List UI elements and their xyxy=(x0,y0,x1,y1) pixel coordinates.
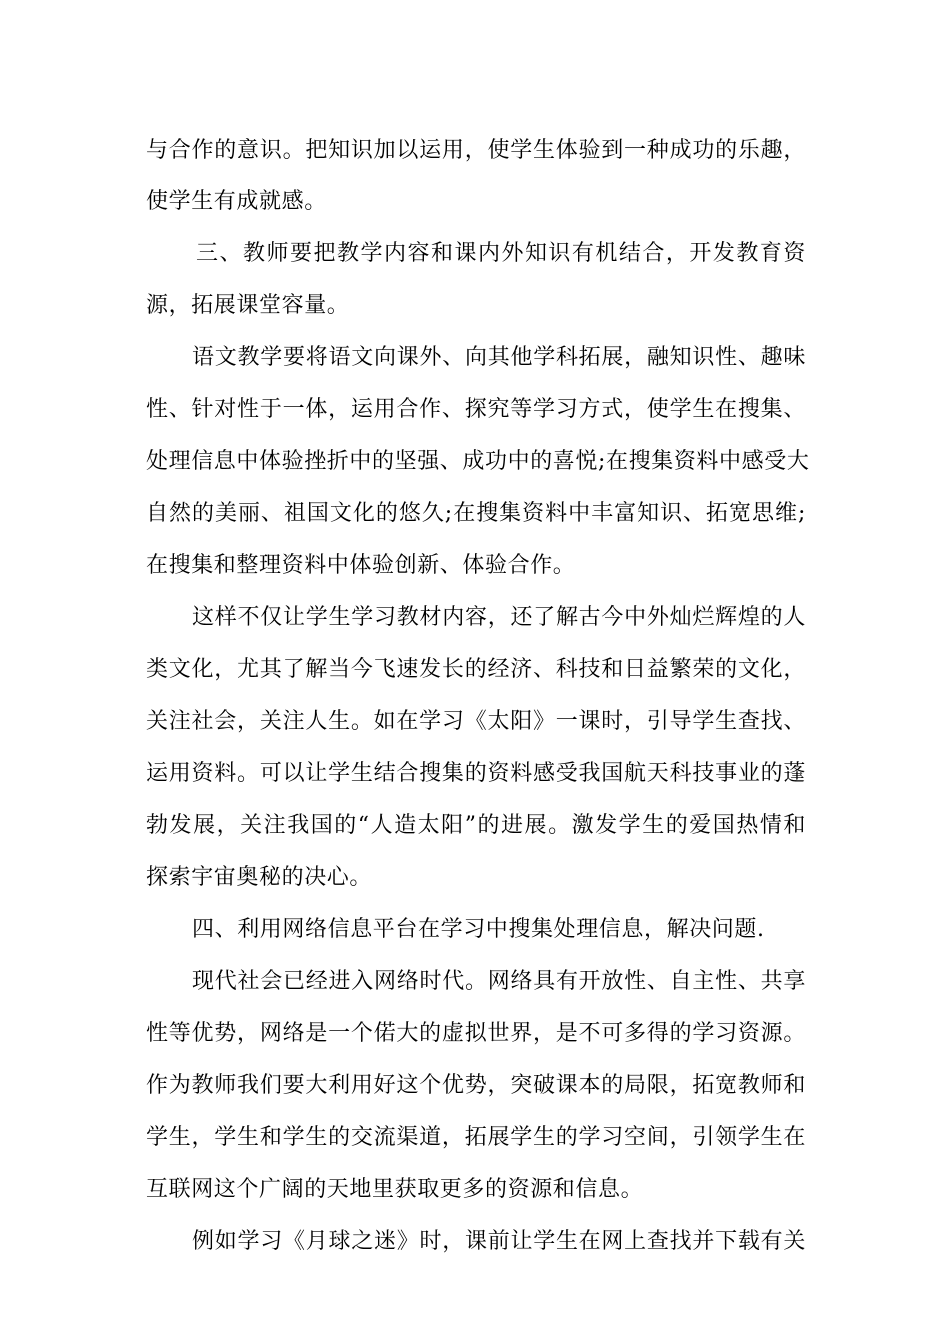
text-line: 现代社会已经进入网络时代。网络具有开放性、自主性、共享 xyxy=(192,969,806,994)
text-line: 处理信息中体验挫折中的坚强、成功中的喜悦;在搜集资料中感受大 xyxy=(146,449,810,474)
text-line: 性、针对性于一体，运用合作、探究等学习方式，使学生在搜集、 xyxy=(146,397,806,422)
text-line: 与合作的意识。把知识加以运用，使学生体验到一种成功的乐趣， xyxy=(146,138,806,163)
text-line: 这样不仅让学生学习教材内容，还了解古今中外灿烂辉煌的人 xyxy=(192,605,806,630)
text-line: 语文教学要将语文向课外、向其他学科拓展，融知识性、趣味 xyxy=(192,345,806,370)
text-line: 运用资料。可以让学生结合搜集的资料感受我国航天科技事业的蓬 xyxy=(146,761,806,786)
text-line: 探索宇宙奥秘的决心。 xyxy=(146,865,373,890)
text-line: 性等优势，网络是一个偌大的虚拟世界，是不可多得的学习资源。 xyxy=(146,1021,806,1046)
text-line: 类文化，尤其了解当今飞速发长的经济、科技和日益繁荣的文化， xyxy=(146,657,806,682)
text-line: 作为教师我们要大利用好这个优势，突破课本的局限，拓宽教师和 xyxy=(146,1073,806,1098)
text-line: 使学生有成就感。 xyxy=(146,189,327,214)
text-line: 互联网这个广阔的天地里获取更多的资源和信息。 xyxy=(146,1177,644,1202)
section-heading: 三、教师要把教学内容和课内外知识有机结合，开发教育资 xyxy=(196,241,806,266)
section-heading: 四、利用网络信息平台在学习中搜集处理信息，解决问题. xyxy=(192,917,765,942)
text-line: 在搜集和整理资料中体验创新、体验合作。 xyxy=(146,553,576,578)
section-heading: 源，拓展课堂容量。 xyxy=(146,293,350,318)
text-line: 自然的美丽、祖国文化的悠久;在搜集资料中丰富知识、拓宽思维; xyxy=(146,501,806,526)
text-line: 例如学习《月球之迷》时，课前让学生在网上查找并下载有关 xyxy=(192,1229,806,1254)
text-line: 勃发展，关注我国的“人造太阳”的进展。激发学生的爱国热情和 xyxy=(146,813,806,838)
text-line: 学生，学生和学生的交流渠道，拓展学生的学习空间，引领学生在 xyxy=(146,1125,806,1150)
text-line: 关注社会，关注人生。如在学习《太阳》一课时，引导学生查找、 xyxy=(146,709,806,734)
